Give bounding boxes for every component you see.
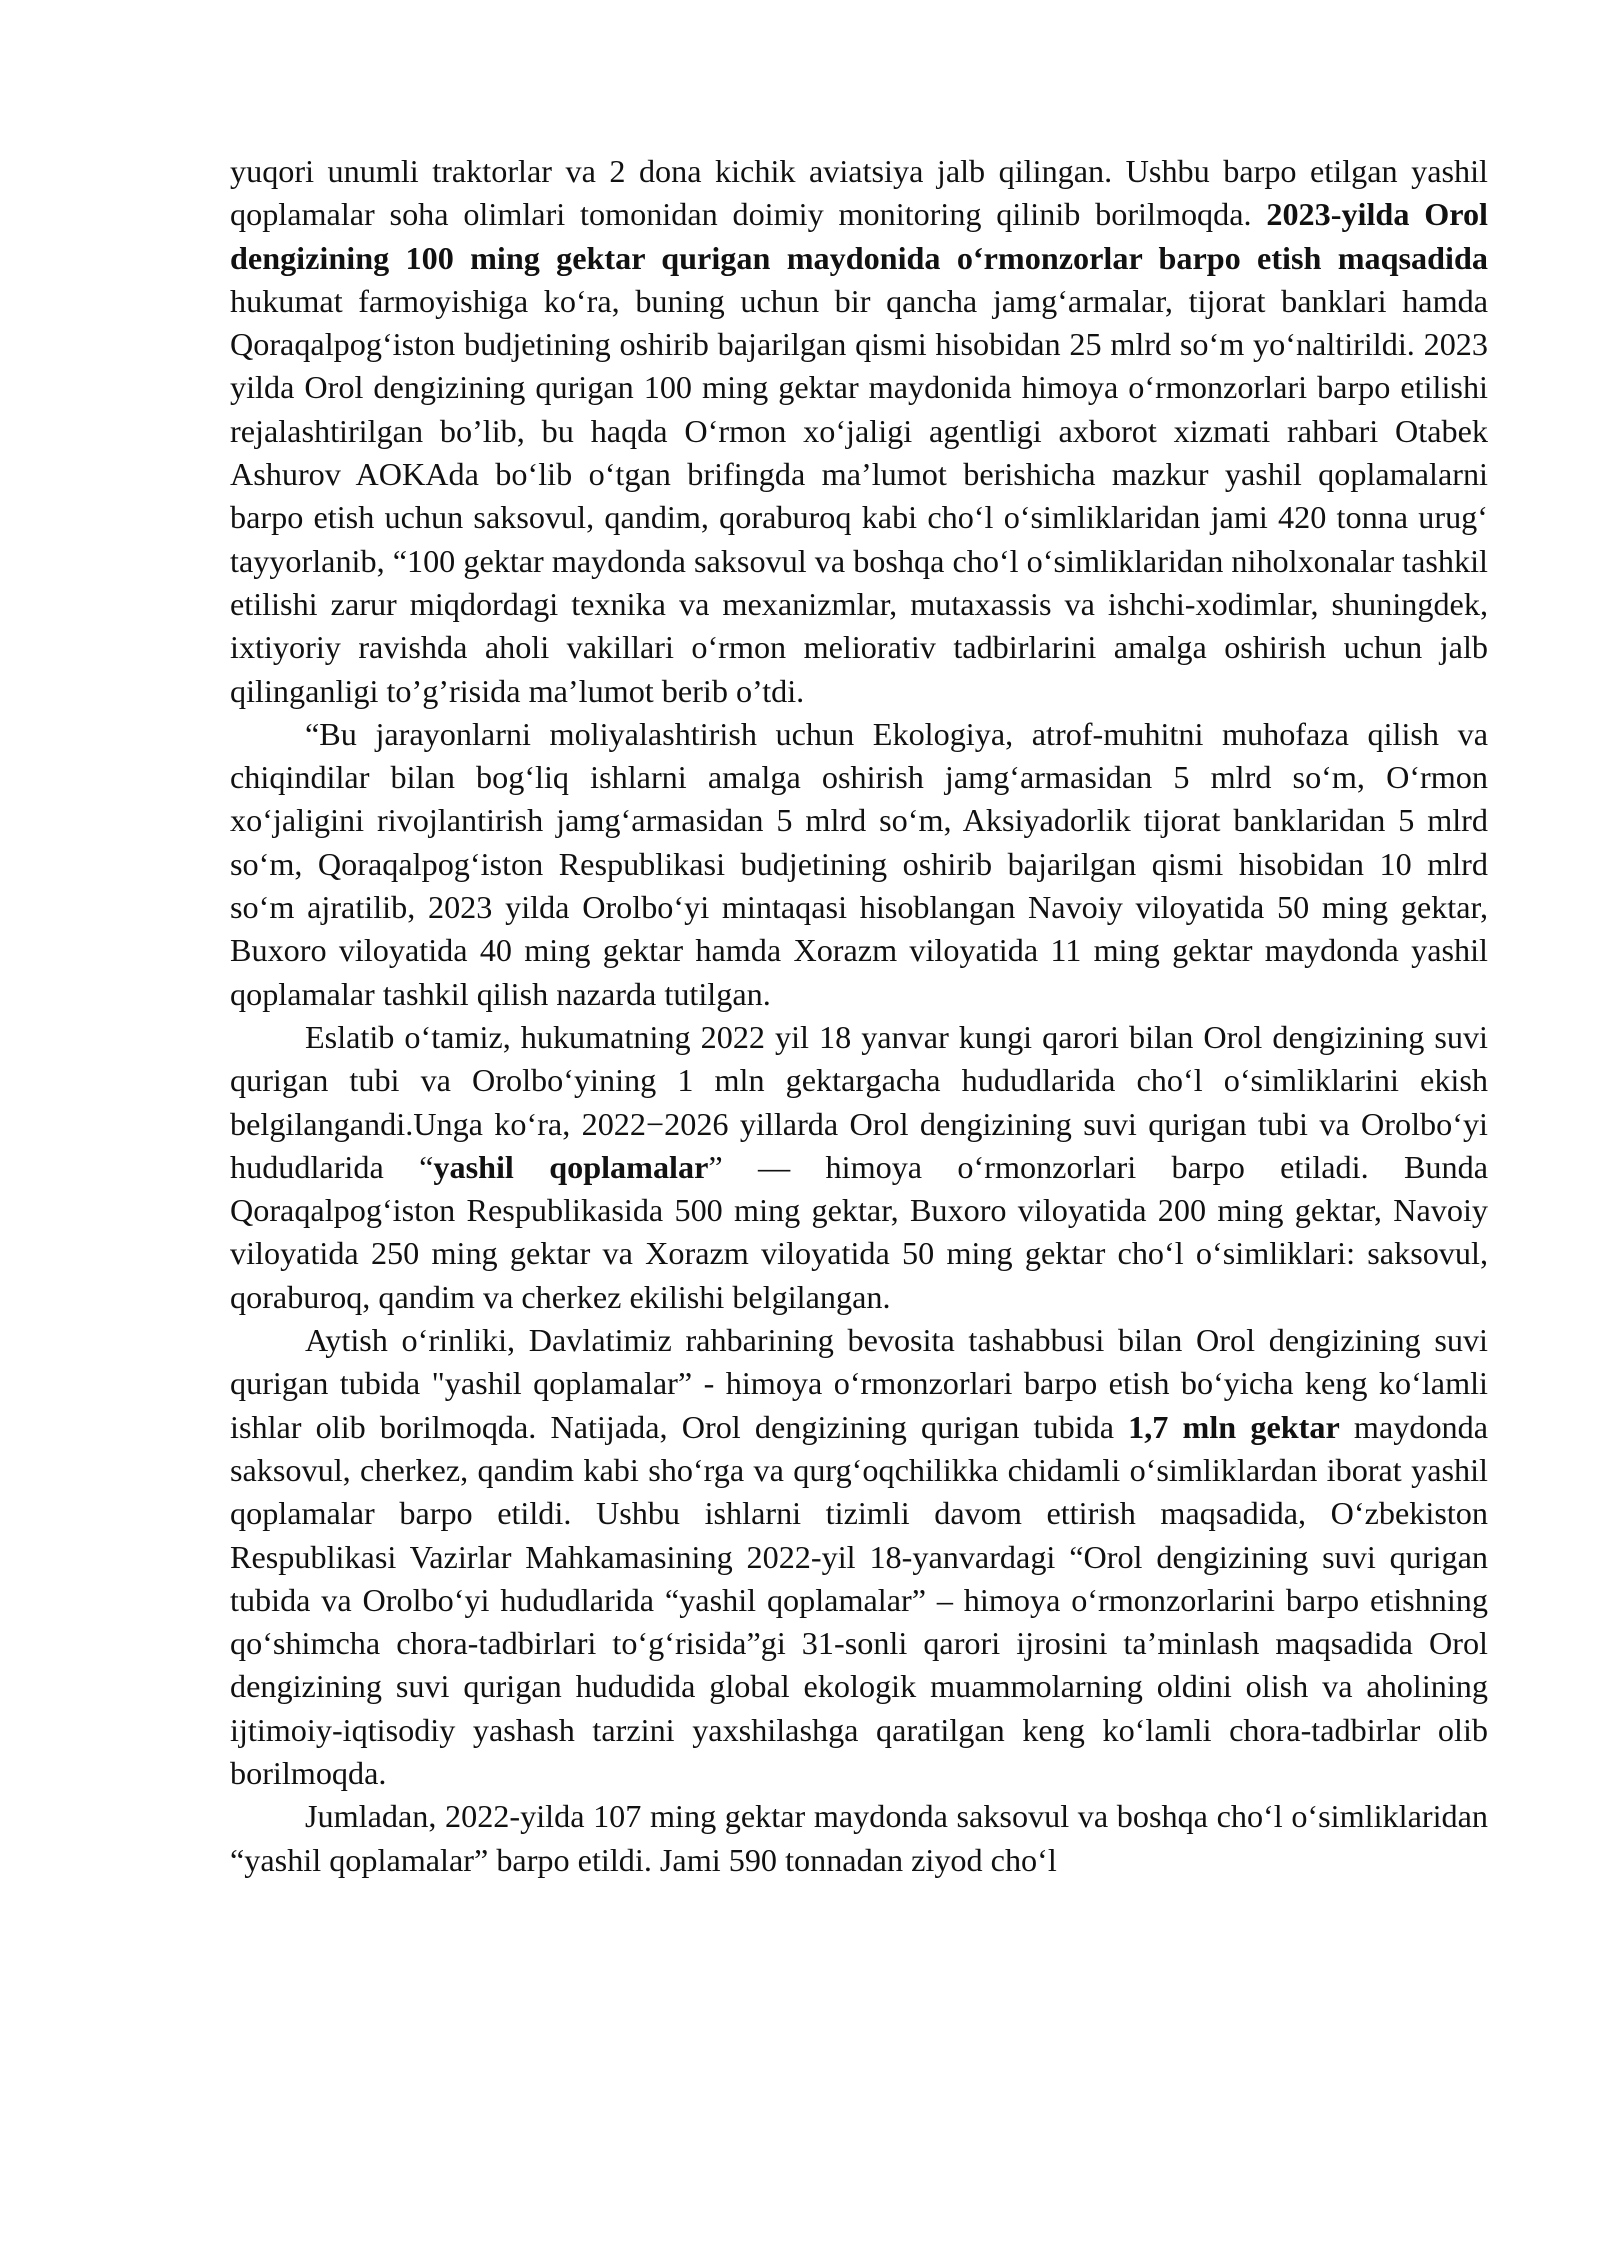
paragraph-4 xyxy=(230,1319,1488,1795)
paragraph-1 xyxy=(230,150,1488,713)
paragraph-2 xyxy=(230,713,1488,1016)
paragraph-text: Aytish o‘rinliki, Davlatimiz rahbarining bevosita tashabbusi bilan Orol dengizining suvi qurigan tubida "yashil qoplamalar” - himoya o‘rmonzorlari barpo etish bo‘yicha keng ko‘lamli ishlar olib borilmoqda. Natijada, Orol dengizining qurigan tubida xyxy=(230,1322,1488,1445)
bold-text: 2023-yilda Orol dengizining 100 ming gektar qurigan maydonida o‘rmonzorlar barpo etish maqsadida xyxy=(230,196,1488,276)
paragraph-text: Eslatib o‘tamiz, hukumatning 2022 yil 18 yanvar kungi qarori bilan Orol dengizining suvi qurigan tubi va Orolbo‘yining 1 mln gektargacha hududlarida cho‘l o‘simliklarini ekish belgilangandi.Unga ko‘ra, 2022−2026 yillarda Orol dengizining suvi qurigan tubi va Orolbo‘yi hududlarida “ xyxy=(230,1018,1488,1185)
paragraph-text: Jumladan, 2022-yilda 107 ming gektar maydonda saksovul va boshqa cho‘l o‘simliklaridan “yashil qoplamalar” barpo etildi. Jami 590 tonnadan ziyod cho‘l xyxy=(230,1798,1488,1878)
bold-text: yashil qoplamalar xyxy=(433,1148,709,1185)
document-page xyxy=(230,150,1488,1882)
bold-text: 1,7 mln gektar xyxy=(1128,1408,1340,1445)
paragraph-3 xyxy=(230,1016,1488,1319)
paragraph-text: ” — himoya o‘rmonzorlari barpo etiladi. Bunda Qoraqalpog‘iston Respublikasida 500 ming gektar, Buxoro viloyatida 200 ming gektar, Navoiy viloyatida 250 ming gektar va Xorazm viloyatida 50 ming gektar cho‘l o‘simliklari: saksovul, qoraburoq, qandim va cherkez ekilishi belgilangan. xyxy=(230,1148,1489,1315)
paragraph-text: maydonda saksovul, cherkez, qandim kabi sho‘rga va qurg‘oqchilikka chidamli o‘simliklardan iborat yashil qoplamalar barpo etildi. Ushbu ishlarni tizimli davom ettirish maqsadida, O‘zbekiston Respublikasi Vazirlar Mahkamasining 2022-yil 18-yanvardagi “Orol dengizining suvi qurigan tubida va Orolbo‘yi hududlarida “yashil qoplamalar” – himoya o‘rmonzorlarini barpo etishning qo‘shimcha chora-tadbirlari to‘g‘risida”gi 31-sonli qarori ijrosini ta’minlash maqsadida Orol dengizining suvi qurigan hududida global ekologik muammolarning oldini olish va aholining ijtimoiy-iqtisodiy yashash tarzini yaxshilashga qaratilgan keng ko‘lamli chora-tadbirlar olib borilmoqda. xyxy=(230,1408,1489,1791)
paragraph-5 xyxy=(230,1795,1488,1882)
paragraph-text: yuqori unumli traktorlar va 2 dona kichik aviatsiya jalb qilingan. Ushbu barpo etilgan yashil qoplamalar soha olimlari tomonidan doimiy monitoring qilinib borilmoqda. xyxy=(230,153,1488,233)
paragraph-text: “Bu jarayonlarni moliyalashtirish uchun Ekologiya, atrof-muhitni muhofaza qilish va chiqindilar bilan bog‘liq ishlarni amalga oshirish jamg‘armasidan 5 mlrd so‘m, O‘rmon xo‘jaligini rivojlantirish jamg‘armasidan 5 mlrd so‘m, Aksiyadorlik tijorat banklaridan 5 mlrd so‘m, Qoraqalpog‘iston Respublikasi budjetining oshirib bajarilgan qismi hisobidan 10 mlrd so‘m ajratilib, 2023 yilda Orolbo‘yi mintaqasi hisoblangan Navoiy viloyatida 50 ming gektar, Buxoro viloyatida 40 ming gektar hamda Xorazm viloyatida 11 ming gektar maydonda yashil qoplamalar tashkil qilish nazarda tutilgan. xyxy=(230,715,1488,1012)
paragraph-text: hukumat farmoyishiga ko‘ra, buning uchun bir qancha jamg‘armalar, tijorat banklari hamda Qoraqalpog‘iston budjetining oshirib bajarilgan qismi hisobidan 25 mlrd so‘m yo‘naltirildi. 2023 yilda Orol dengizining qurigan 100 ming gektar maydonida himoya o‘rmonzorlari barpo etilishi rejalashtirilgan bo’lib, bu haqda O‘rmon xo‘jaligi agentligi axborot xizmati rahbari Otabek Ashurov AOKAda bo‘lib o‘tgan brifingda ma’lumot berishicha mazkur yashil qoplamalarni barpo etish uchun saksovul, qandim, qoraburoq kabi cho‘l o‘simliklaridan jami 420 tonna urug‘ tayyorlanib, “100 gektar maydonda saksovul va boshqa cho‘l o‘simliklaridan niholxonalar tashkil etilishi zarur miqdordagi texnika va mexanizmlar, mutaxassis va ishchi-xodimlar, shuningdek, ixtiyoriy ravishda aholi vakillari o‘rmon meliorativ tadbirlarini amalga oshirish uchun jalb qilinganligi to’g’risida ma’lumot berib o’tdi. xyxy=(230,282,1488,709)
